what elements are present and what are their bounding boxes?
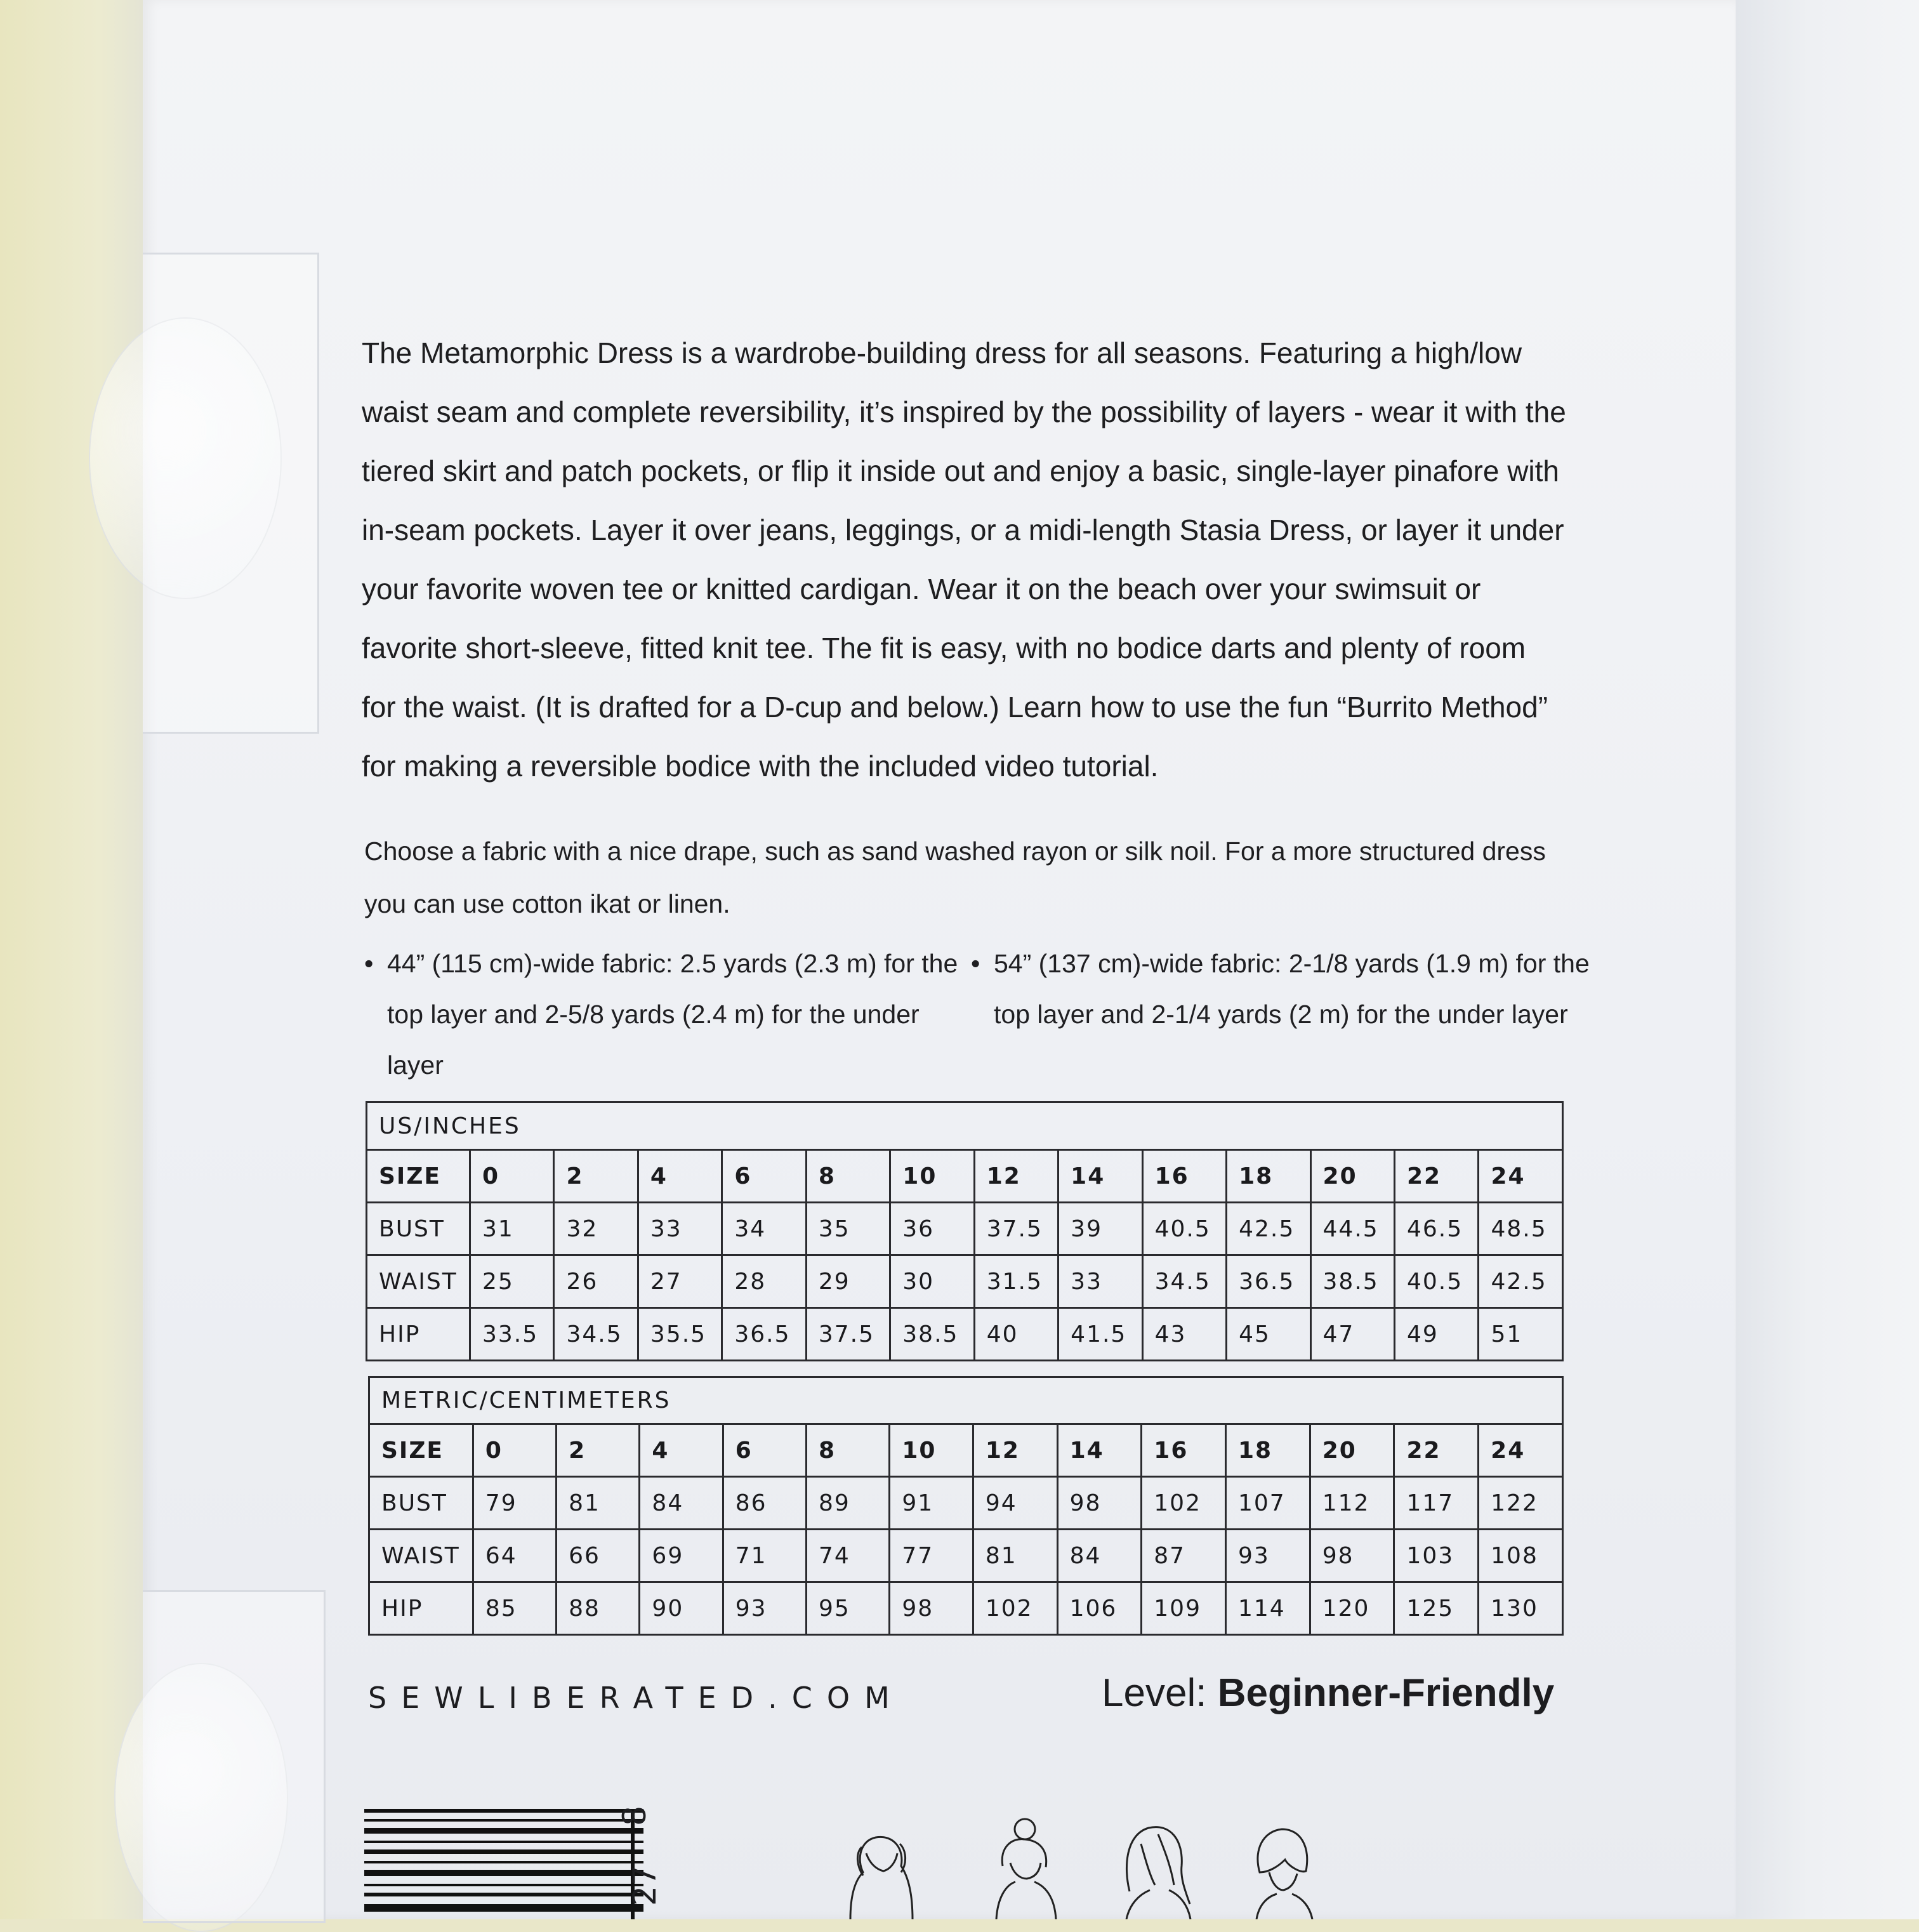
size-value: 89 bbox=[807, 1477, 890, 1530]
size-value: 38.5 bbox=[1310, 1255, 1394, 1308]
size-value: 27 bbox=[638, 1255, 722, 1308]
size-value: 37.5 bbox=[974, 1203, 1058, 1255]
skill-level bbox=[1102, 1671, 1554, 1716]
size-value: 24 bbox=[1479, 1150, 1563, 1203]
measurement-row bbox=[369, 1530, 1563, 1582]
us-size-chart bbox=[366, 1101, 1564, 1361]
size-value: 71 bbox=[723, 1530, 806, 1582]
measurement-row bbox=[369, 1477, 1563, 1530]
yardage-text: 54” (137 cm)-wide fabric: 2-1/8 yards (1.9 m) for the top layer and 2-1/4 yards (2 m) for the under layer bbox=[994, 949, 1590, 1029]
size-value: 117 bbox=[1394, 1477, 1479, 1530]
size-header-row bbox=[367, 1150, 1563, 1203]
size-value: 36.5 bbox=[722, 1308, 806, 1361]
size-value: 33 bbox=[1058, 1255, 1142, 1308]
size-value: 38.5 bbox=[890, 1308, 974, 1361]
size-value: 81 bbox=[973, 1530, 1057, 1582]
size-value: 12 bbox=[973, 1424, 1057, 1477]
size-value: 30 bbox=[890, 1255, 974, 1308]
size-value: 108 bbox=[1479, 1530, 1563, 1582]
size-value: 37.5 bbox=[806, 1308, 890, 1361]
model-sketch-3 bbox=[1126, 1827, 1190, 1919]
size-value: 46.5 bbox=[1394, 1203, 1478, 1255]
size-value: 31.5 bbox=[974, 1255, 1058, 1308]
size-value: 109 bbox=[1142, 1582, 1226, 1635]
size-value: 114 bbox=[1226, 1582, 1310, 1635]
size-value: 102 bbox=[973, 1582, 1057, 1635]
size-value: 90 bbox=[640, 1582, 723, 1635]
chart-title: METRIC/CENTIMETERS bbox=[369, 1377, 1563, 1424]
envelope-flap-top bbox=[143, 253, 319, 734]
row-label: SIZE bbox=[369, 1424, 473, 1477]
size-value: 84 bbox=[640, 1477, 723, 1530]
measurement-row bbox=[367, 1203, 1563, 1255]
size-value: 42.5 bbox=[1227, 1203, 1310, 1255]
size-value: 4 bbox=[638, 1150, 722, 1203]
size-value: 69 bbox=[640, 1530, 723, 1582]
size-value: 8 bbox=[806, 1150, 890, 1203]
size-value: 91 bbox=[890, 1477, 973, 1530]
row-label: BUST bbox=[367, 1203, 470, 1255]
size-value: 84 bbox=[1057, 1530, 1142, 1582]
size-value: 74 bbox=[807, 1530, 890, 1582]
size-value: 98 bbox=[1057, 1477, 1142, 1530]
fabric-recommendation: Choose a fabric with a nice drape, such as sand washed rayon or silk noil. For a more structured dress you can use cotton ikat or linen. bbox=[364, 837, 1546, 918]
row-label: WAIST bbox=[369, 1530, 473, 1582]
size-value: 35 bbox=[806, 1203, 890, 1255]
size-value: 44.5 bbox=[1310, 1203, 1394, 1255]
size-value: 93 bbox=[1226, 1530, 1310, 1582]
size-value: 130 bbox=[1479, 1582, 1563, 1635]
size-value: 24 bbox=[1479, 1424, 1563, 1477]
size-value: 39 bbox=[1058, 1203, 1142, 1255]
size-value: 6 bbox=[723, 1424, 806, 1477]
size-value: 112 bbox=[1310, 1477, 1394, 1530]
size-value: 125 bbox=[1394, 1582, 1479, 1635]
size-value: 47 bbox=[1310, 1308, 1394, 1361]
envelope-flap-bottom bbox=[143, 1590, 326, 1923]
size-value: 2 bbox=[554, 1150, 638, 1203]
row-label: HIP bbox=[367, 1308, 470, 1361]
size-value: 33.5 bbox=[470, 1308, 554, 1361]
size-value: 42.5 bbox=[1479, 1255, 1563, 1308]
size-value: 120 bbox=[1310, 1582, 1394, 1635]
size-value: 93 bbox=[723, 1582, 806, 1635]
model-sketch-1 bbox=[850, 1837, 913, 1919]
fabric-yardage-list bbox=[364, 938, 1590, 1084]
size-value: 28 bbox=[722, 1255, 806, 1308]
size-value: 98 bbox=[890, 1582, 973, 1635]
barcode-digit: 27 bbox=[626, 1865, 663, 1906]
bullet: • bbox=[971, 949, 980, 978]
size-value: 22 bbox=[1394, 1150, 1478, 1203]
size-value: 103 bbox=[1394, 1530, 1479, 1582]
size-value: 87 bbox=[1142, 1530, 1226, 1582]
level-label: Level: bbox=[1102, 1671, 1207, 1715]
size-value: 2 bbox=[557, 1424, 640, 1477]
size-value: 10 bbox=[890, 1424, 973, 1477]
size-value: 43 bbox=[1142, 1308, 1226, 1361]
size-value: 18 bbox=[1227, 1150, 1310, 1203]
size-value: 16 bbox=[1142, 1424, 1226, 1477]
metric-size-chart bbox=[368, 1376, 1564, 1636]
size-value: 122 bbox=[1479, 1477, 1563, 1530]
barcode-digit: 8 bbox=[616, 1806, 653, 1826]
size-value: 88 bbox=[557, 1582, 640, 1635]
size-value: 16 bbox=[1142, 1150, 1226, 1203]
size-value: 25 bbox=[470, 1255, 554, 1308]
measurement-row bbox=[369, 1582, 1563, 1635]
size-value: 34.5 bbox=[554, 1308, 638, 1361]
size-value: 40.5 bbox=[1142, 1203, 1226, 1255]
background-right bbox=[1736, 0, 1919, 1919]
model-sketch-4 bbox=[1256, 1829, 1312, 1919]
size-value: 20 bbox=[1310, 1150, 1394, 1203]
size-value: 35.5 bbox=[638, 1308, 722, 1361]
level-value: Beginner-Friendly bbox=[1217, 1671, 1555, 1715]
measurement-row bbox=[367, 1308, 1563, 1361]
size-value: 81 bbox=[557, 1477, 640, 1530]
size-value: 18 bbox=[1226, 1424, 1310, 1477]
size-value: 33 bbox=[638, 1203, 722, 1255]
size-value: 41.5 bbox=[1058, 1308, 1142, 1361]
size-value: 36 bbox=[890, 1203, 974, 1255]
size-value: 40.5 bbox=[1394, 1255, 1478, 1308]
background-wall bbox=[0, 0, 143, 1919]
size-value: 6 bbox=[722, 1150, 806, 1203]
size-value: 34.5 bbox=[1142, 1255, 1226, 1308]
size-value: 26 bbox=[554, 1255, 638, 1308]
size-value: 20 bbox=[1310, 1424, 1394, 1477]
size-value: 29 bbox=[806, 1255, 890, 1308]
pattern-description: The Metamorphic Dress is a wardrobe-building dress for all seasons. Featuring a high/low waist seam and complete reversibility, it’s inspired by the possibility of layers - wear it with the tiered skirt and patch pockets, or flip it inside out and enjoy a basic, single-layer pinafore with in-seam pockets. Layer it over jeans, leggings, or a midi-length Stasia Dress, or layer it under your favorite woven tee or knitted cardigan. Wear it on the beach over your swimsuit or favorite short-sleeve, fitted knit tee. The fit is easy, with no bodice darts and plenty of room for the waist. (It is drafted for a D-cup and below.) Learn how to use the fun “Burrito Method” for making a reversible bodice with the included video tutorial. bbox=[362, 336, 1566, 783]
size-value: 10 bbox=[890, 1150, 974, 1203]
row-label: SIZE bbox=[367, 1150, 470, 1203]
size-value: 64 bbox=[473, 1530, 556, 1582]
size-value: 12 bbox=[974, 1150, 1058, 1203]
size-value: 107 bbox=[1226, 1477, 1310, 1530]
size-value: 86 bbox=[723, 1477, 806, 1530]
size-value: 77 bbox=[890, 1530, 973, 1582]
row-label: BUST bbox=[369, 1477, 473, 1530]
size-value: 49 bbox=[1394, 1308, 1478, 1361]
barcode bbox=[364, 1809, 643, 1919]
size-value: 45 bbox=[1227, 1308, 1310, 1361]
yardage-item bbox=[971, 938, 1590, 1040]
row-label: HIP bbox=[369, 1582, 473, 1635]
size-value: 34 bbox=[722, 1203, 806, 1255]
size-value: 22 bbox=[1394, 1424, 1479, 1477]
size-value: 8 bbox=[807, 1424, 890, 1477]
yardage-text: 44” (115 cm)-wide fabric: 2.5 yards (2.3 m) for the top layer and 2-5/8 yards (2.4 m) for the under layer bbox=[387, 949, 958, 1080]
size-value: 31 bbox=[470, 1203, 554, 1255]
yardage-item bbox=[364, 938, 971, 1090]
size-value: 102 bbox=[1142, 1477, 1226, 1530]
size-value: 14 bbox=[1058, 1150, 1142, 1203]
model-sketch-2 bbox=[996, 1819, 1056, 1919]
size-value: 66 bbox=[557, 1530, 640, 1582]
size-value: 106 bbox=[1057, 1582, 1142, 1635]
measurement-row bbox=[367, 1255, 1563, 1308]
row-label: WAIST bbox=[367, 1255, 470, 1308]
size-value: 14 bbox=[1057, 1424, 1142, 1477]
size-value: 85 bbox=[473, 1582, 556, 1635]
size-value: 0 bbox=[473, 1424, 556, 1477]
size-header-row bbox=[369, 1424, 1563, 1477]
size-value: 32 bbox=[554, 1203, 638, 1255]
size-value: 79 bbox=[473, 1477, 556, 1530]
size-value: 36.5 bbox=[1227, 1255, 1310, 1308]
bullet: • bbox=[364, 949, 374, 978]
size-value: 94 bbox=[973, 1477, 1057, 1530]
size-value: 48.5 bbox=[1479, 1203, 1563, 1255]
model-sketches bbox=[838, 1815, 1358, 1919]
website-url: SEWLIBERATED.COM bbox=[368, 1681, 904, 1715]
size-value: 98 bbox=[1310, 1530, 1394, 1582]
size-value: 40 bbox=[974, 1308, 1058, 1361]
size-value: 0 bbox=[470, 1150, 554, 1203]
barcode-digits bbox=[613, 1797, 670, 1919]
size-value: 4 bbox=[640, 1424, 723, 1477]
size-value: 51 bbox=[1479, 1308, 1563, 1361]
size-value: 95 bbox=[807, 1582, 890, 1635]
chart-title: US/INCHES bbox=[367, 1102, 1563, 1150]
